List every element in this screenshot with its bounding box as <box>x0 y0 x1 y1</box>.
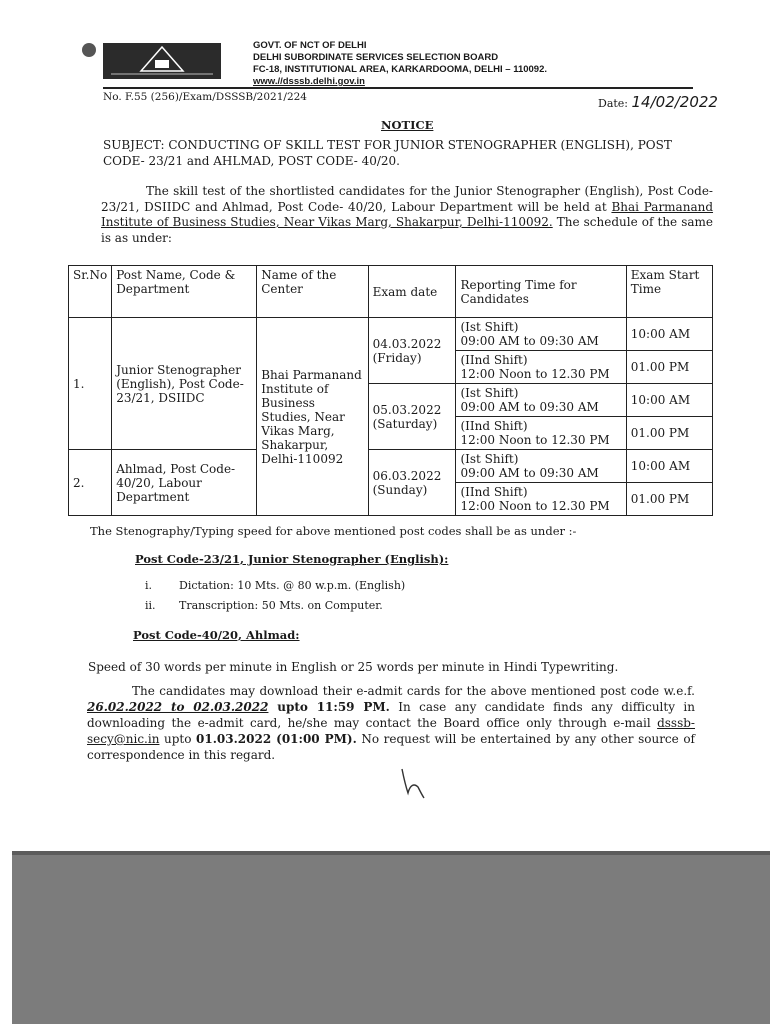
signature <box>398 765 428 801</box>
shift-time: 12:00 Noon to 12.30 PM <box>460 499 610 513</box>
list-text: Transcription: 50 Mts. on Computer. <box>179 599 383 612</box>
cell-post-2: Ahlmad, Post Code- 40/20, Labour Department <box>112 450 257 516</box>
table-row <box>69 318 713 351</box>
para2-text: In case any candidate finds any difficulty in downloading the e-admit card, he/she may contact the Board office only through e-mail <box>87 700 695 730</box>
shift-time: 09:00 AM to 09:30 AM <box>460 400 599 414</box>
cell-shift <box>456 417 626 450</box>
schedule-table <box>68 265 713 516</box>
cell-start: 01.00 PM <box>626 417 712 450</box>
cell-shift <box>456 483 626 516</box>
intro-paragraph <box>101 184 713 246</box>
para2-text: upto <box>159 732 197 746</box>
list-num: i. <box>145 579 153 592</box>
header-exam-date: Exam date <box>368 266 456 318</box>
punch-hole <box>82 43 96 57</box>
post-code-1-list <box>145 576 405 616</box>
cell-sr-2: 2. <box>69 450 112 516</box>
para2-text: The candidates may download their e-admit cards for the above mentioned post code w.e.f. <box>132 684 695 698</box>
header-start: Exam Start Time <box>626 266 712 318</box>
reference-number: No. F.55 (256)/Exam/DSSSB/2021/224 <box>103 91 307 103</box>
post-code-2-heading: Post Code-40/20, Ahlmad: <box>133 628 300 642</box>
post-code-1-heading: Post Code-23/21, Junior Stenographer (English): <box>135 552 449 566</box>
shift-label: (Ist Shift) <box>460 320 519 334</box>
table-header-row <box>69 266 713 318</box>
shift-time: 12:00 Noon to 12.30 PM <box>460 433 610 447</box>
shift-time: 09:00 AM to 09:30 AM <box>460 466 599 480</box>
cell-shift <box>456 384 626 417</box>
notice-date <box>598 93 718 111</box>
list-text: Dictation: 10 Mts. @ 80 w.p.m. (English) <box>179 579 406 592</box>
shift-time: 09:00 AM to 09:30 AM <box>460 334 599 348</box>
contact-deadline: 01.03.2022 (01:00 PM). <box>196 732 357 746</box>
intro-text: The skill test of the shortlisted candidates for the Junior Stenographer (English), Post Code- 23/21, DSIIDC and Ahlmad, Post Code- 40/20, Labour Department will be held at <box>101 184 713 214</box>
download-upto: upto 11:59 PM. <box>268 700 390 714</box>
admit-card-paragraph <box>87 683 695 763</box>
notice-title: NOTICE <box>381 118 434 132</box>
cell-date-2: 05.03.2022 (Saturday) <box>368 384 456 450</box>
cell-sr-1: 1. <box>69 318 112 450</box>
cell-shift <box>456 450 626 483</box>
header-line3: FC-18, INSTITUTIONAL AREA, KARKARDOOMA, DELHI – 110092. <box>253 64 548 75</box>
list-num: ii. <box>145 599 156 612</box>
cell-start: 01.00 PM <box>626 483 712 516</box>
shift-label: (Ist Shift) <box>460 386 519 400</box>
header-srno: Sr.No <box>69 266 112 318</box>
header-reporting: Reporting Time for Candidates <box>456 266 626 318</box>
table-row <box>69 450 713 483</box>
cell-start: 10:00 AM <box>626 450 712 483</box>
date-value: 14/02/2022 <box>631 93 718 111</box>
date-label: Date: <box>598 97 629 110</box>
cell-date-1: 04.03.2022 (Friday) <box>368 318 456 384</box>
post-code-2-text: Speed of 30 words per minute in English or 25 words per minute in Hindi Typewriting. <box>88 660 619 674</box>
intro-tail: The schedule of the same is as under: <box>101 215 713 245</box>
cell-post-1: Junior Stenographer (English), Post Code- 23/21, DSIIDC <box>112 318 257 450</box>
shift-label: (IInd Shift) <box>460 485 528 499</box>
cell-shift <box>456 351 626 384</box>
speed-note: The Stenography/Typing speed for above mentioned post codes shall be as under :- <box>90 524 577 538</box>
cell-center: Bhai Parmanand Institute of Business Studies, Near Vikas Marg, Shakarpur, Delhi-110092 <box>257 318 368 516</box>
download-dates: 26.02.2022 to 02.03.2022 <box>87 700 269 714</box>
shift-label: (IInd Shift) <box>460 353 528 367</box>
header-url[interactable]: www.//dsssb.delhi.gov.in <box>253 76 365 87</box>
para2-text: No request will be entertained by any other source of correspondence in this regard. <box>87 732 695 762</box>
shift-label: (Ist Shift) <box>460 452 519 466</box>
cell-start: 10:00 AM <box>626 318 712 351</box>
header-line1: GOVT. OF NCT OF DELHI <box>253 40 367 51</box>
cell-start: 01.00 PM <box>626 351 712 384</box>
cell-shift <box>456 318 626 351</box>
header-center: Name of the Center <box>257 266 368 318</box>
cell-start: 10:00 AM <box>626 384 712 417</box>
shift-time: 12:00 Noon to 12.30 PM <box>460 367 610 381</box>
list-item <box>145 596 405 616</box>
cell-date-3: 06.03.2022 (Sunday) <box>368 450 456 516</box>
dsssb-logo <box>103 43 221 79</box>
scan-edge <box>12 851 770 855</box>
subject-line: SUBJECT: CONDUCTING OF SKILL TEST FOR JUNIOR STENOGRAPHER (ENGLISH), POST CODE- 23/21 and AHLMAD, POST CODE- 40/20. <box>103 138 672 168</box>
header-post: Post Name, Code & Department <box>112 266 257 318</box>
scan-margin <box>12 851 770 1024</box>
shift-label: (IInd Shift) <box>460 419 528 433</box>
header-line2: DELHI SUBORDINATE SERVICES SELECTION BOARD <box>253 52 499 63</box>
venue-text: Bhai Parmanand Institute of Business Studies, Near Vikas Marg, Shakarpur, Delhi-110092. <box>101 199 714 229</box>
list-item <box>145 576 405 596</box>
contact-email[interactable]: dsssb-secy@nic.in <box>87 716 695 746</box>
letterhead <box>253 40 547 88</box>
